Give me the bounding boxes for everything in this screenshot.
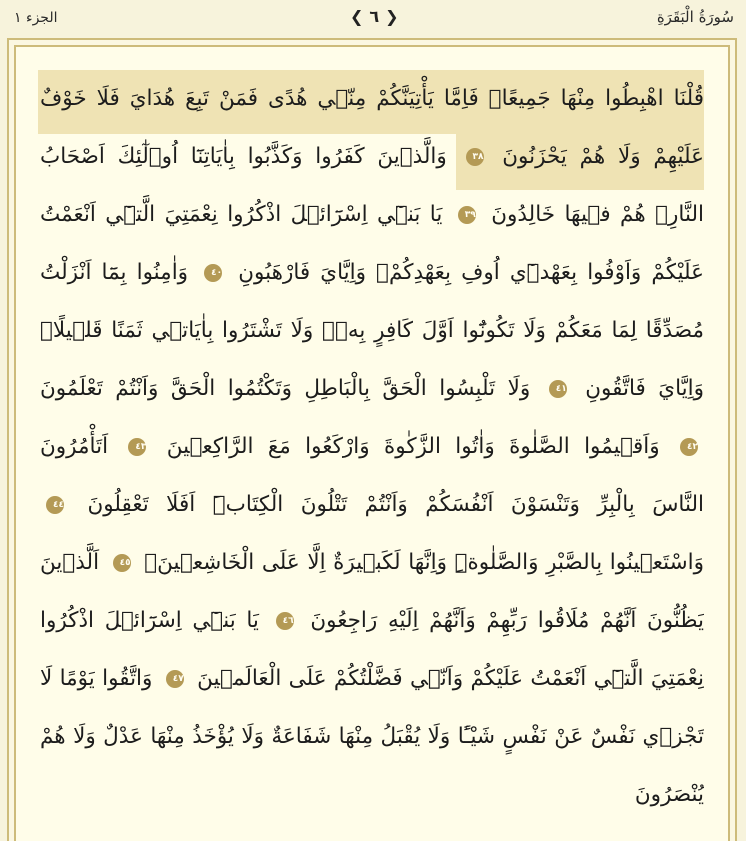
- text-line: [40, 186, 704, 244]
- verse-text: اَتَأْمُرُونَ: [40, 434, 109, 459]
- verse-text: عَلَيْهِمْ وَلَا هُمْ يَحْزَنُونَ: [502, 144, 704, 169]
- verse-text: وَاٰمِنُوا بِمَٓا اَنْزَلْتُ: [40, 260, 189, 285]
- verse-text: وَلَا تَلْبِسُوا الْحَقَّ بِالْبَاطِلِ وَتَكْتُمُوا الْحَقَّ وَاَنْتُمْ تَعْلَمُونَ: [40, 376, 531, 401]
- ayah-number-marker[interactable]: ٤٢: [680, 438, 698, 456]
- text-line: [40, 766, 704, 824]
- text-line: [40, 244, 704, 302]
- ayah-number-marker[interactable]: ٤٧: [166, 670, 184, 688]
- ayah-number-marker[interactable]: ٣٩: [458, 206, 476, 224]
- text-line: [40, 592, 704, 650]
- verse-text: وَاتَّقُوا يَوْمًا لَا: [40, 666, 153, 691]
- verse-text: يَظُنُّونَ اَنَّهُمْ مُلَاقُوا رَبِّهِمْ وَاَنَّهُمْ اِلَيْهِ رَاجِعُونَ: [310, 608, 704, 633]
- ayah-number-marker[interactable]: ٤٣: [128, 438, 146, 456]
- page-number: ٦: [369, 7, 380, 26]
- surah-title: سُورَةُ الْبَقَرَةِ: [656, 8, 734, 26]
- verse-text: عَلَيْكُمْ وَاَوْفُوا بِعَهْد۪ٓي اُوفِ بِعَهْدِكُمْۚ وَاِيَّايَ فَارْهَبُونِ: [238, 260, 704, 285]
- verse-text: نِعْمَتِيَ الَّت۪ٓي اَنْعَمْتُ عَلَيْكُمْ وَاَنّ۪ي فَضَّلْتُكُمْ عَلَى الْعَالَم۪ينَ: [197, 666, 704, 691]
- verse-text: وَاِيَّايَ فَاتَّقُونِ: [585, 376, 704, 401]
- verse-text: اَلَّذ۪ينَ: [40, 550, 100, 575]
- text-line: [40, 708, 704, 766]
- verse-text: النَّارِۚ هُمْ ف۪يهَا خَالِدُونَ: [491, 202, 704, 227]
- verse-text: يَا بَن۪ٓي اِسْرَٓائ۪لَ اذْكُرُوا: [40, 608, 259, 633]
- juz-label: الجزء ١: [14, 10, 58, 26]
- chevron-left-icon[interactable]: ❮: [350, 7, 364, 26]
- chevron-right-icon[interactable]: ❯: [385, 7, 399, 26]
- verse-text: قُلْنَا اهْبِطُوا مِنْهَا جَمِيعًاۚ فَاِمَّا يَأْتِيَنَّكُمْ مِنّ۪ي هُدًى فَمَنْ تَبِعَ هُدَايَ فَلَا خَوْفٌ: [40, 86, 704, 111]
- verse-text: تَجْز۪ي نَفْسٌ عَنْ نَفْسٍ شَيْـًٔا وَلَا يُقْبَلُ مِنْهَا شَفَاعَةٌ وَلَا يُؤْخَذُ مِنْهَا عَدْلٌ وَلَا هُمْ: [40, 724, 704, 749]
- text-line: [40, 418, 704, 476]
- verse-text: وَاسْتَع۪ينُوا بِالصَّبْرِ وَالصَّلٰوةِۜ وَاِنَّهَا لَكَب۪يرَةٌ اِلَّا عَلَى الْخَاشِع۪ينَۙ: [144, 550, 704, 575]
- text-line: [40, 650, 704, 708]
- text-line: [40, 534, 704, 592]
- verse-text: يُنْصَرُونَ: [634, 782, 704, 807]
- ayah-number-marker[interactable]: ٤٦: [276, 612, 294, 630]
- ayah-number-marker[interactable]: ٤٤: [46, 496, 64, 514]
- ayah-number-marker[interactable]: ٣٨: [466, 148, 484, 166]
- ayah-number-marker[interactable]: ٤١: [549, 380, 567, 398]
- text-line: [40, 476, 704, 534]
- verse-text: وَالَّذ۪ينَ كَفَرُوا وَكَذَّبُوا بِاٰيَاتِنَٓا اُو۬لٰٓئِكَ اَصْحَابُ: [40, 144, 447, 169]
- ayah-number-marker[interactable]: ٤٥: [113, 554, 131, 572]
- text-line: [40, 360, 704, 418]
- ayah-number-marker[interactable]: ٤٠: [204, 264, 222, 282]
- quran-text: [40, 70, 704, 824]
- verse-text: مُصَدِّقًا لِمَا مَعَكُمْ وَلَا تَكُونُٓوا اَوَّلَ كَافِرٍ بِه۪ۖ وَلَا تَشْتَرُوا بِاٰيَات۪ي ثَمَنًا قَل۪يلًاۘ: [40, 318, 704, 343]
- page-navigation: [350, 7, 399, 26]
- text-line: [40, 302, 704, 360]
- text-line: [40, 128, 704, 186]
- page-header: [0, 0, 746, 38]
- verse-text: النَّاسَ بِالْبِرِّ وَتَنْسَوْنَ اَنْفُسَكُمْ وَاَنْتُمْ تَتْلُونَ الْكِتَابَۜ اَفَلَا تَعْقِلُونَ: [87, 492, 704, 517]
- verse-text: وَاَق۪يمُوا الصَّلٰوةَ وَاٰتُوا الزَّكٰوةَ وَارْكَعُوا مَعَ الرَّاكِع۪ينَ: [166, 434, 660, 459]
- text-line: [40, 70, 704, 128]
- verse-text: يَا بَن۪ٓي اِسْرَٓائ۪لَ اذْكُرُوا نِعْمَتِيَ الَّت۪ٓي اَنْعَمْتُ: [40, 202, 443, 227]
